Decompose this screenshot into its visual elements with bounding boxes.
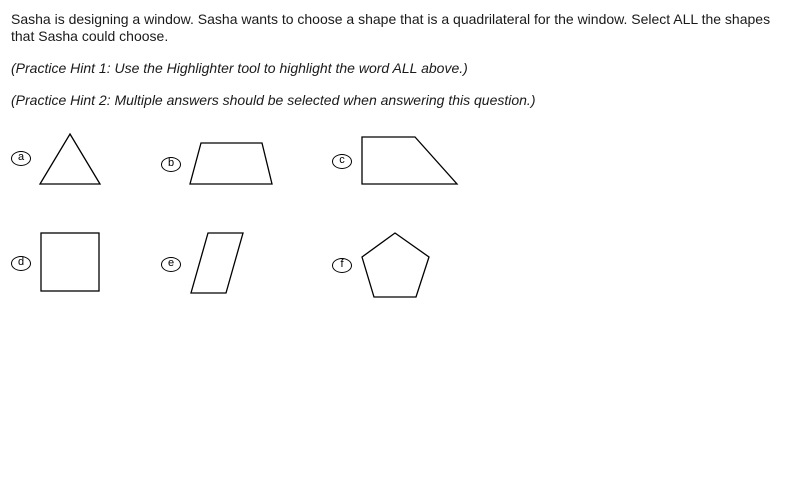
practice-hint-1: (Practice Hint 1: Use the Highlighter tool to highlight the word ALL above.) (11, 60, 468, 76)
choice-letter: b (167, 157, 175, 169)
choice-letter: c (339, 154, 345, 166)
choice-letter: e (167, 257, 175, 269)
question-text: Sasha is designing a window. Sasha wants to choose a shape that is a quadrilateral for the window. Select ALL the shapes that Sasha could choose. (11, 11, 771, 44)
choice-letter: d (17, 256, 25, 268)
choice-letter: f (340, 258, 344, 270)
choice-letter: a (17, 151, 25, 163)
practice-hint-2: (Practice Hint 2: Multiple answers should be selected when answering this question.) (11, 92, 536, 108)
